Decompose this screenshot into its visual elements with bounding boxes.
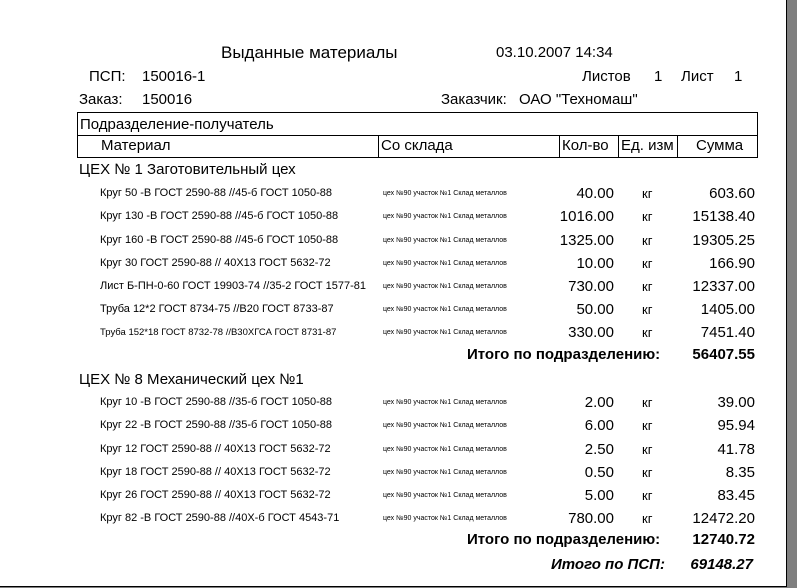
material-cell: Труба 152*18 ГОСТ 8732-78 //В30ХГСА ГОСТ 8731-87 <box>100 327 337 338</box>
table-row <box>0 391 786 414</box>
table-row <box>0 484 786 507</box>
table-row <box>0 229 786 252</box>
warehouse-cell: цех №90 участок №1 Склад металлов <box>383 306 507 313</box>
table-row <box>0 182 786 205</box>
department-heading: ЦЕХ № 1 Заготовительный цех <box>79 161 296 178</box>
unit-cell: кг <box>642 233 653 248</box>
department-total-value: 12740.72 <box>692 531 755 548</box>
warehouse-cell: цех №90 участок №1 Склад металлов <box>383 446 507 453</box>
sum-cell: 39.00 <box>717 394 755 411</box>
table-row <box>0 298 786 321</box>
table-row <box>0 205 786 228</box>
material-cell: Круг 10 -В ГОСТ 2590-88 //35-б ГОСТ 1050-88 <box>100 396 332 408</box>
qty-cell: 2.50 <box>584 441 614 458</box>
unit-cell: кг <box>642 302 653 317</box>
sum-cell: 12472.20 <box>692 510 755 527</box>
qty-cell: 10.00 <box>576 255 614 272</box>
grand-total-value: 69148.27 <box>690 556 753 573</box>
warehouse-cell: цех №90 участок №1 Склад металлов <box>383 492 507 499</box>
unit-cell: кг <box>642 488 653 503</box>
qty-cell: 730.00 <box>568 278 614 295</box>
table-row <box>0 461 786 484</box>
unit-cell: кг <box>642 395 653 410</box>
sum-cell: 41.78 <box>717 441 755 458</box>
sum-cell: 83.45 <box>717 487 755 504</box>
warehouse-cell: цех №90 участок №1 Склад металлов <box>383 515 507 522</box>
unit-cell: кг <box>642 465 653 480</box>
unit-cell: кг <box>642 209 653 224</box>
sum-cell: 1405.00 <box>700 301 755 318</box>
material-cell: Круг 130 -В ГОСТ 2590-88 //45-б ГОСТ 1050-88 <box>100 210 339 222</box>
table-row <box>0 252 786 275</box>
material-cell: Круг 26 ГОСТ 2590-88 // 40Х13 ГОСТ 5632-72 <box>100 489 331 501</box>
sum-cell: 19305.25 <box>692 232 755 249</box>
warehouse-cell: цех №90 участок №1 Склад металлов <box>383 329 507 336</box>
grand-total-label: Итого по ПСП: <box>551 556 665 573</box>
column-divider <box>378 136 379 157</box>
sum-cell: 7451.40 <box>700 324 755 341</box>
sheet-value: 1 <box>734 68 743 85</box>
table-row <box>0 275 786 298</box>
unit-cell: кг <box>642 511 653 526</box>
warehouse-cell: цех №90 участок №1 Склад металлов <box>383 399 507 406</box>
material-cell: Круг 18 ГОСТ 2590-88 // 40Х13 ГОСТ 5632-72 <box>100 466 331 478</box>
unit-cell: кг <box>642 279 653 294</box>
department-total-label: Итого по подразделению: <box>467 346 661 363</box>
sum-cell: 603.60 <box>709 185 755 202</box>
sum-cell: 8.35 <box>725 464 755 481</box>
sheet-label: Лист <box>681 68 714 85</box>
material-cell: Круг 160 -В ГОСТ 2590-88 //45-б ГОСТ 1050-88 <box>100 234 339 246</box>
column-divider <box>618 136 619 157</box>
report-datetime: 03.10.2007 14:34 <box>496 44 613 61</box>
qty-cell: 330.00 <box>568 324 614 341</box>
warehouse-column-header: Со склада <box>381 137 453 154</box>
qty-cell: 780.00 <box>568 510 614 527</box>
unit-cell: кг <box>642 256 653 271</box>
unit-column-header: Ед. изм <box>621 137 674 154</box>
department-total-label: Итого по подразделению: <box>467 531 661 548</box>
material-cell: Труба 12*2 ГОСТ 8734-75 //В20 ГОСТ 8733-87 <box>100 303 334 315</box>
warehouse-cell: цех №90 участок №1 Склад металлов <box>383 469 507 476</box>
table-row <box>0 438 786 461</box>
department-total-value: 56407.55 <box>692 346 755 363</box>
qty-cell: 2.00 <box>584 394 614 411</box>
material-cell: Круг 22 -В ГОСТ 2590-88 //35-б ГОСТ 1050-88 <box>100 419 332 431</box>
sum-cell: 166.90 <box>709 255 755 272</box>
order-value: 150016 <box>142 91 193 108</box>
material-cell: Круг 12 ГОСТ 2590-88 // 40Х13 ГОСТ 5632-72 <box>100 443 331 455</box>
table-row <box>0 321 786 344</box>
sheets-value: 1 <box>654 68 663 85</box>
table-row <box>0 507 786 530</box>
material-cell: Лист Б-ПН-0-60 ГОСТ 19903-74 //35-2 ГОСТ 1577-81 <box>100 280 367 292</box>
warehouse-cell: цех №90 участок №1 Склад металлов <box>383 190 507 197</box>
warehouse-cell: цех №90 участок №1 Склад металлов <box>383 213 507 220</box>
material-cell: Круг 82 -В ГОСТ 2590-88 //40Х-б ГОСТ 4543-71 <box>100 512 340 524</box>
department-heading: ЦЕХ № 8 Механический цех №1 <box>79 371 304 388</box>
material-cell: Круг 50 -В ГОСТ 2590-88 //45-б ГОСТ 1050-88 <box>100 187 332 199</box>
sheets-label: Листов <box>582 68 631 85</box>
customer-label: Заказчик: <box>441 91 507 108</box>
warehouse-cell: цех №90 участок №1 Склад металлов <box>383 283 507 290</box>
report-title: Выданные материалы <box>221 43 398 62</box>
warehouse-cell: цех №90 участок №1 Склад металлов <box>383 422 507 429</box>
unit-cell: кг <box>642 186 653 201</box>
qty-cell: 1016.00 <box>559 208 614 225</box>
customer-value: ОАО "Техномаш" <box>519 91 638 108</box>
table-header <box>77 112 758 158</box>
column-header-row <box>78 136 757 157</box>
material-column-header: Материал <box>101 137 171 154</box>
sum-cell: 15138.40 <box>692 208 755 225</box>
unit-cell: кг <box>642 325 653 340</box>
sum-cell: 95.94 <box>717 417 755 434</box>
unit-cell: кг <box>642 418 653 433</box>
qty-cell: 5.00 <box>584 487 614 504</box>
warehouse-cell: цех №90 участок №1 Склад металлов <box>383 260 507 267</box>
qty-cell: 0.50 <box>584 464 614 481</box>
warehouse-cell: цех №90 участок №1 Склад металлов <box>383 237 507 244</box>
qty-cell: 1325.00 <box>559 232 614 249</box>
psp-label: ПСП: <box>89 68 126 85</box>
column-divider <box>559 136 560 157</box>
column-divider <box>677 136 678 157</box>
sum-column-header: Сумма <box>696 137 744 154</box>
unit-cell: кг <box>642 442 653 457</box>
recipient-header: Подразделение-получатель <box>80 116 274 133</box>
qty-column-header: Кол-во <box>562 137 609 154</box>
material-cell: Круг 30 ГОСТ 2590-88 // 40Х13 ГОСТ 5632-72 <box>100 257 331 269</box>
qty-cell: 6.00 <box>584 417 614 434</box>
table-row <box>0 414 786 437</box>
sum-cell: 12337.00 <box>692 278 755 295</box>
qty-cell: 50.00 <box>576 301 614 318</box>
order-label: Заказ: <box>79 91 123 108</box>
qty-cell: 40.00 <box>576 185 614 202</box>
psp-value: 150016-1 <box>142 68 206 85</box>
